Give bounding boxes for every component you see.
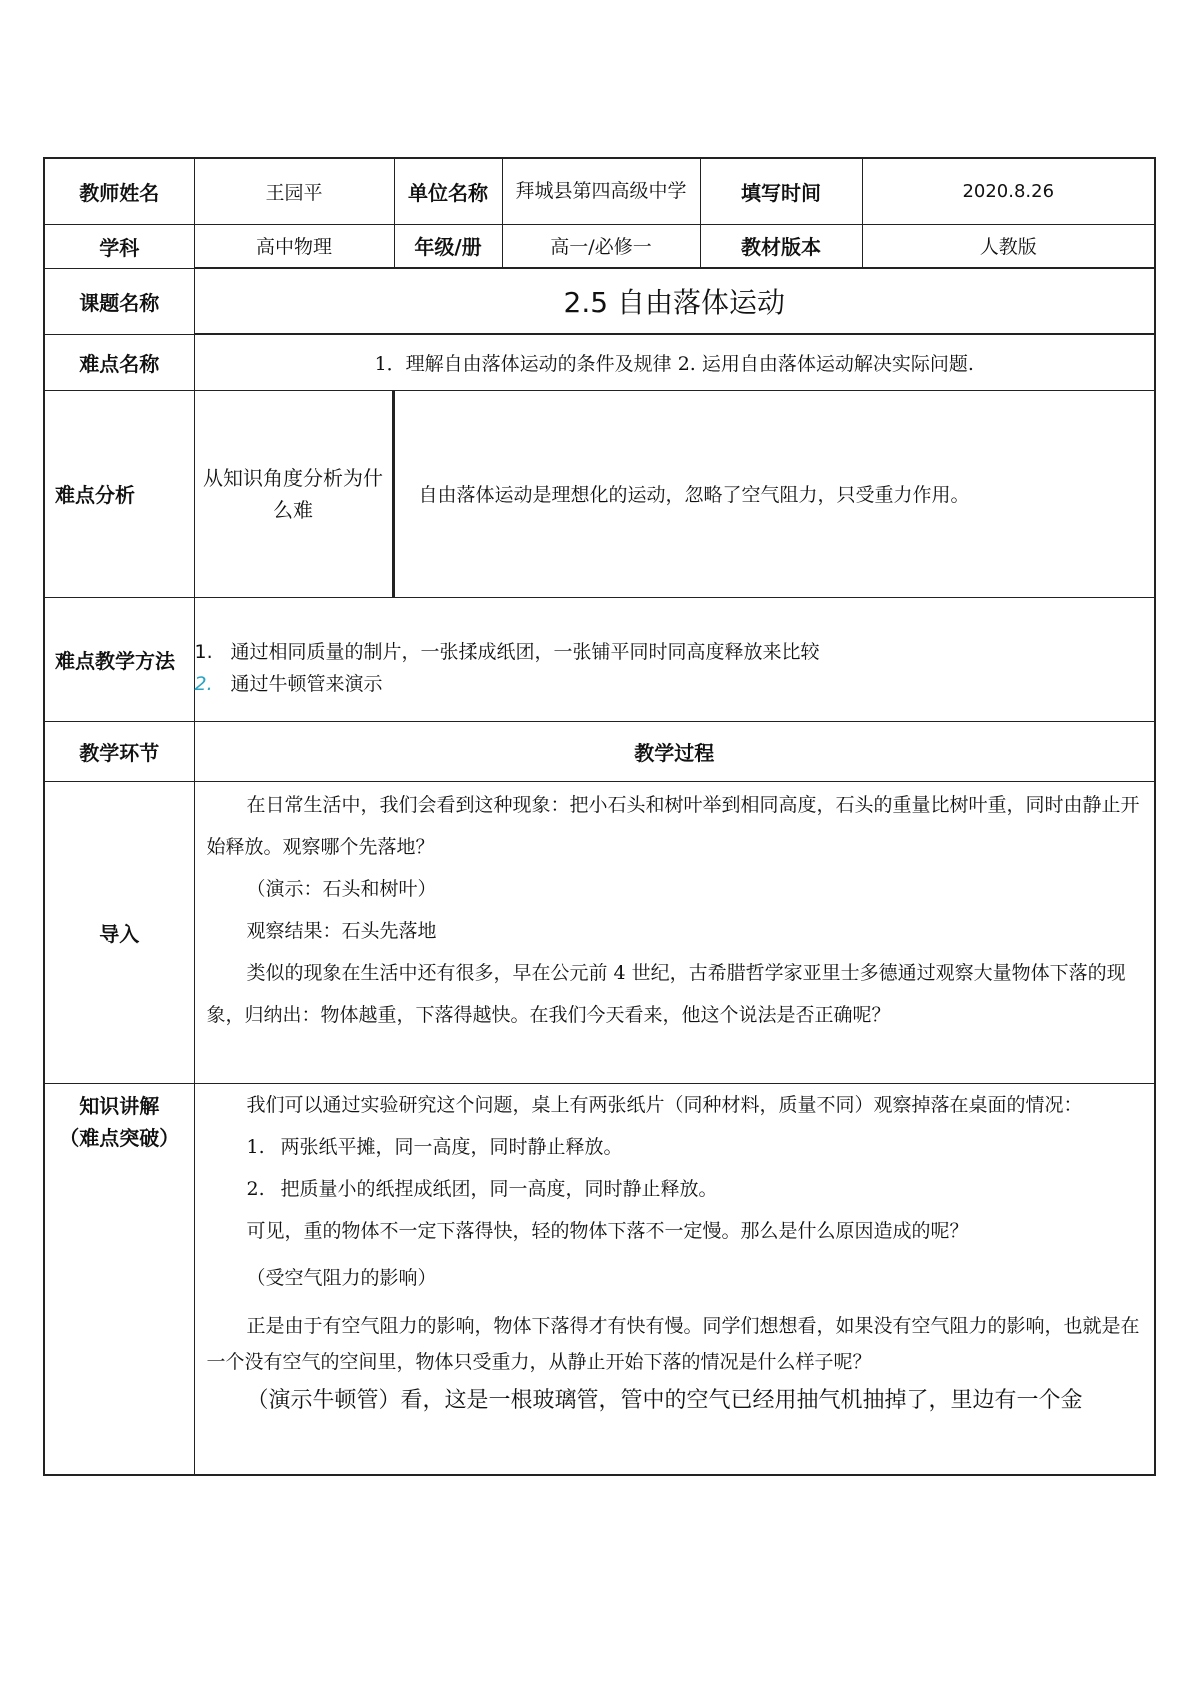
difficulty-row xyxy=(44,334,1155,390)
analysis-text: 自由落体运动是理想化的运动，忽略了空气阻力，只受重力作用。 xyxy=(418,484,970,506)
analysis-sub-label: 从知识角度分析为什么难 xyxy=(195,391,395,597)
analysis-row xyxy=(44,390,1155,597)
method-item-number: 1. xyxy=(194,640,213,663)
knowledge-list-item xyxy=(207,1126,1143,1168)
knowledge-list-number: 2. xyxy=(246,1177,265,1200)
method-item xyxy=(195,636,1155,668)
lesson-plan-table xyxy=(43,157,1156,1476)
difficulty-value: 1．理解自由落体运动的条件及规律 2. 运用自由落体运动解决实际问题. xyxy=(194,334,1155,390)
knowledge-paragraph: （受空气阻力的影响） xyxy=(246,1266,437,1289)
knowledge-label-line1: 知识讲解 xyxy=(79,1093,160,1118)
header-row-1 xyxy=(44,158,1155,224)
knowledge-paragraph: 可见，重的物体不一定下落得快，轻的物体下落不一定慢。那么是什么原因造成的呢？ xyxy=(246,1219,969,1242)
fill-time-value: 2020.8.26 xyxy=(862,158,1155,224)
difficulty-label: 难点名称 xyxy=(44,334,194,390)
knowledge-list-text: 把质量小的纸捏成纸团，同一高度，同时静止释放。 xyxy=(280,1177,718,1200)
knowledge-list-item xyxy=(207,1168,1143,1210)
method-item-text: 通过相同质量的制片，一张揉成纸团，一张铺平同时同高度释放来比较 xyxy=(230,640,820,663)
intro-paragraph: 在日常生活中，我们会看到这种现象：把小石头和树叶举到相同高度，石头的重量比树叶重，同时由静止开始释放。观察哪个先落地？ xyxy=(206,793,1140,858)
fill-time-label: 填写时间 xyxy=(700,158,862,224)
intro-label: 导入 xyxy=(44,781,194,1083)
header-row-2 xyxy=(44,224,1155,268)
knowledge-paragraph: （演示牛顿管）看，这是一根玻璃管，管中的空气已经用抽气机抽掉了，里边有一个金 xyxy=(246,1387,1083,1413)
knowledge-row xyxy=(44,1083,1155,1475)
knowledge-cell xyxy=(194,1083,1155,1475)
knowledge-list-number: 1. xyxy=(246,1135,265,1158)
knowledge-paragraph: 我们可以通过实验研究这个问题，桌上有两张纸片（同种材料，质量不同）观察掉落在桌面的情况： xyxy=(246,1093,1083,1116)
grade-value: 高一/必修一 xyxy=(502,224,700,268)
analysis-cell xyxy=(194,390,1155,597)
analysis-wrap xyxy=(195,391,1155,597)
knowledge-paragraph: 正是由于有空气阻力的影响，物体下落得才有快有慢。同学们想想看，如果没有空气阻力的影响，也就是在一个没有空气的空间里，物体只受重力，从静止开始下落的情况是什么样子呢？ xyxy=(206,1314,1140,1373)
process-header-value: 教学过程 xyxy=(194,721,1155,781)
method-item xyxy=(195,668,1155,700)
knowledge-label-line2: （难点突破） xyxy=(59,1125,180,1150)
subject-value: 高中物理 xyxy=(194,224,394,268)
intro-cell xyxy=(194,781,1155,1083)
subject-label: 学科 xyxy=(44,224,194,268)
intro-paragraph: 类似的现象在生活中还有很多，早在公元前 4 世纪，古希腊哲学家亚里士多德通过观察大量物体下落的现象，归纳出：物体越重，下落得越快。在我们今天看来，他这个说法是否正确呢？ xyxy=(206,961,1126,1026)
topic-label: 课题名称 xyxy=(44,268,194,334)
intro-paragraph: （演示：石头和树叶） xyxy=(246,877,437,900)
topic-value: 2.5 自由落体运动 xyxy=(194,268,1155,334)
unit-value: 拜城县第四高级中学 xyxy=(502,158,700,224)
method-row xyxy=(44,597,1155,721)
knowledge-label xyxy=(44,1083,194,1475)
edition-value: 人教版 xyxy=(862,224,1155,268)
method-item-number: 2. xyxy=(194,672,213,695)
method-item-text: 通过牛顿管来演示 xyxy=(230,672,383,695)
teacher-label: 教师姓名 xyxy=(44,158,194,224)
intro-paragraph: 观察结果：石头先落地 xyxy=(246,919,437,942)
process-stage-label: 教学环节 xyxy=(44,721,194,781)
intro-row xyxy=(44,781,1155,1083)
knowledge-list-text: 两张纸平摊，同一高度，同时静止释放。 xyxy=(280,1135,623,1158)
process-header-row xyxy=(44,721,1155,781)
topic-row xyxy=(44,268,1155,334)
unit-label: 单位名称 xyxy=(394,158,502,224)
method-cell xyxy=(194,597,1155,721)
grade-label: 年级/册 xyxy=(394,224,502,268)
analysis-label: 难点分析 xyxy=(44,390,194,597)
edition-label: 教材版本 xyxy=(700,224,862,268)
teacher-value: 王园平 xyxy=(194,158,394,224)
method-label: 难点教学方法 xyxy=(44,597,194,721)
